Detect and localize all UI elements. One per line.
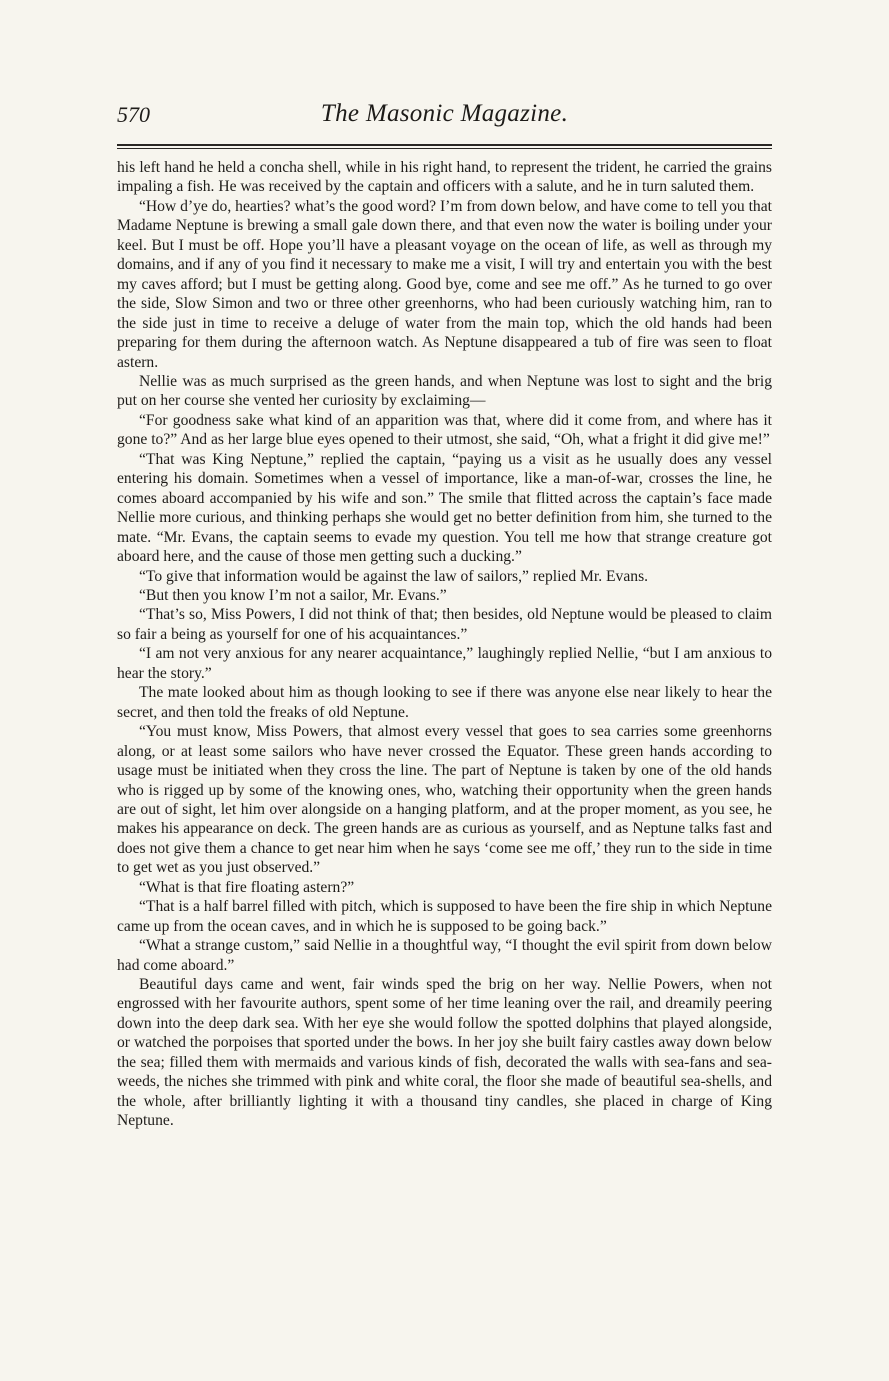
paragraph-mate-looked: The mate looked about him as though looking to see if there was anyone else near likely to hear the secret, and then told the freaks of old Neptune.: [117, 684, 772, 721]
paragraph-captain-reply: “That was King Neptune,” replied the captain, “paying us a visit as he usually does any vessel entering his domain. Sometimes when a vessel of importance, like a man-of-war, crosses the line, he comes aboard accompanied by his wife and son.” The smile that flitted across the captain’s face made Nellie more curious, and thinking perhaps she would get no better definition from him, she turned to the mate. “Mr. Evans, the captain seems to evade my question. You tell me how that strange creature got aboard here, and the cause of those men getting such a ducking.”: [117, 450, 772, 566]
paragraph-evans-thats-so: “That’s so, Miss Powers, I did not think of that; then besides, old Neptune would be pleased to claim so fair a being as yourself for one of his acquaintances.”: [117, 606, 772, 643]
paragraph-nellie-anxious: “I am not very anxious for any nearer acquaintance,” laughingly replied Nellie, “but I am anxious to hear the story.”: [117, 645, 772, 682]
header-rule-thin: [117, 148, 772, 149]
paragraph-fire-question: “What is that fire floating astern?”: [139, 878, 355, 896]
paragraph-mate-explains: “You must know, Miss Powers, that almost every vessel that goes to sea carries some greenhorns along, or at least some sailors who have never crossed the Equator. These green hands according to usage must be initiated when they cross the line. The part of Neptune is taken by one of the old hands who is rigged up by some of the knowing ones, who, watching their opportunity when the green hands are out of sight, let him over alongside on a hanging platform, and at the proper moment, as you see, he makes his appearance on deck. The green hands are as curious as yourself, and as Neptune talks fast and does not give them a chance to get near him when he says ‘come see me off,’ they run to the side in time to get wet as you just observed.”: [117, 723, 772, 877]
paragraph-nellie-surprised: Nellie was as much surprised as the green hands, and when Neptune was lost to sight and the brig put on her course she vented her curiosity by exclaiming—: [117, 372, 772, 410]
paragraph-strange-custom: “What a strange custom,” said Nellie in a thoughtful way, “I thought the evil spirit from down below had come aboard.”: [117, 937, 772, 974]
running-title: The Masonic Magazine.: [320, 100, 569, 127]
paragraph-nellie-not-sailor: “But then you know I’m not a sailor, Mr. Evans.”: [139, 586, 447, 604]
paragraph-half-barrel: “That is a half barrel filled with pitch, which is supposed to have been the fire ship in which Neptune came up from the ocean caves, and in which he is supposed to be going back.”: [117, 898, 772, 935]
page-header: [117, 92, 772, 142]
article-body: [117, 158, 772, 1131]
paragraph-evans-reply: “To give that information would be against the law of sailors,” replied Mr. Evans.: [139, 567, 649, 585]
paragraph-neptune-speech: “How d’ye do, hearties? what’s the good word? I’m from down below, and have come to tell you that Madame Neptune is brewing a small gale down there, and that even now the water is boiling under your keel. But I must be off. Hope you’ll have a pleasant voyage on the ocean of life, as well as through my domains, and if any of you find it necessary to make me a visit, I will try and entertain you with the best my caves afford; but I must be getting along. Good bye, come and see me off.” As he turned to go over the side, Slow Simon and two or three other greenhorns, who had been curiously watching him, ran to the side just in time to receive a deluge of water from the main top, which the old hands had been preparing for them during the afternoon watch. As Neptune disappeared a tub of fire was seen to float astern.: [117, 197, 772, 371]
paragraph-beautiful-days: Beautiful days came and went, fair winds sped the brig on her way. Nellie Powers, when not engrossed with her favourite authors, spent some of her time leaning over the rail, and dreamily peering down into the deep dark sea. With her eye she would follow the spotted dolphins that played alongside, or watched the porpoises that sported under the bows. In her joy she built fairy castles away down below the sea; filled them with mermaids and various kinds of fish, decorated the walls with sea-fans and sea-weeds, the niches she trimmed with pink and white coral, the floor she made of beautiful sea-shells, and the whole, after brilliantly lighting it with a thousand tiny candles, she placed in charge of King Neptune.: [117, 976, 772, 1130]
paragraph-nellie-question: “For goodness sake what kind of an apparition was that, where did it come from, and where has it gone to?” And as her large blue eyes opened to their utmost, she said, “Oh, what a fright it did give me!”: [117, 411, 772, 449]
header-rule-thick: [117, 144, 772, 146]
page-number: 570: [117, 102, 150, 127]
paragraph-continuation: his left hand he held a concha shell, while in his right hand, to represent the trident, he carried the grains impaling a fish. He was received by the captain and officers with a salute, and he in turn saluted them.: [117, 159, 772, 196]
